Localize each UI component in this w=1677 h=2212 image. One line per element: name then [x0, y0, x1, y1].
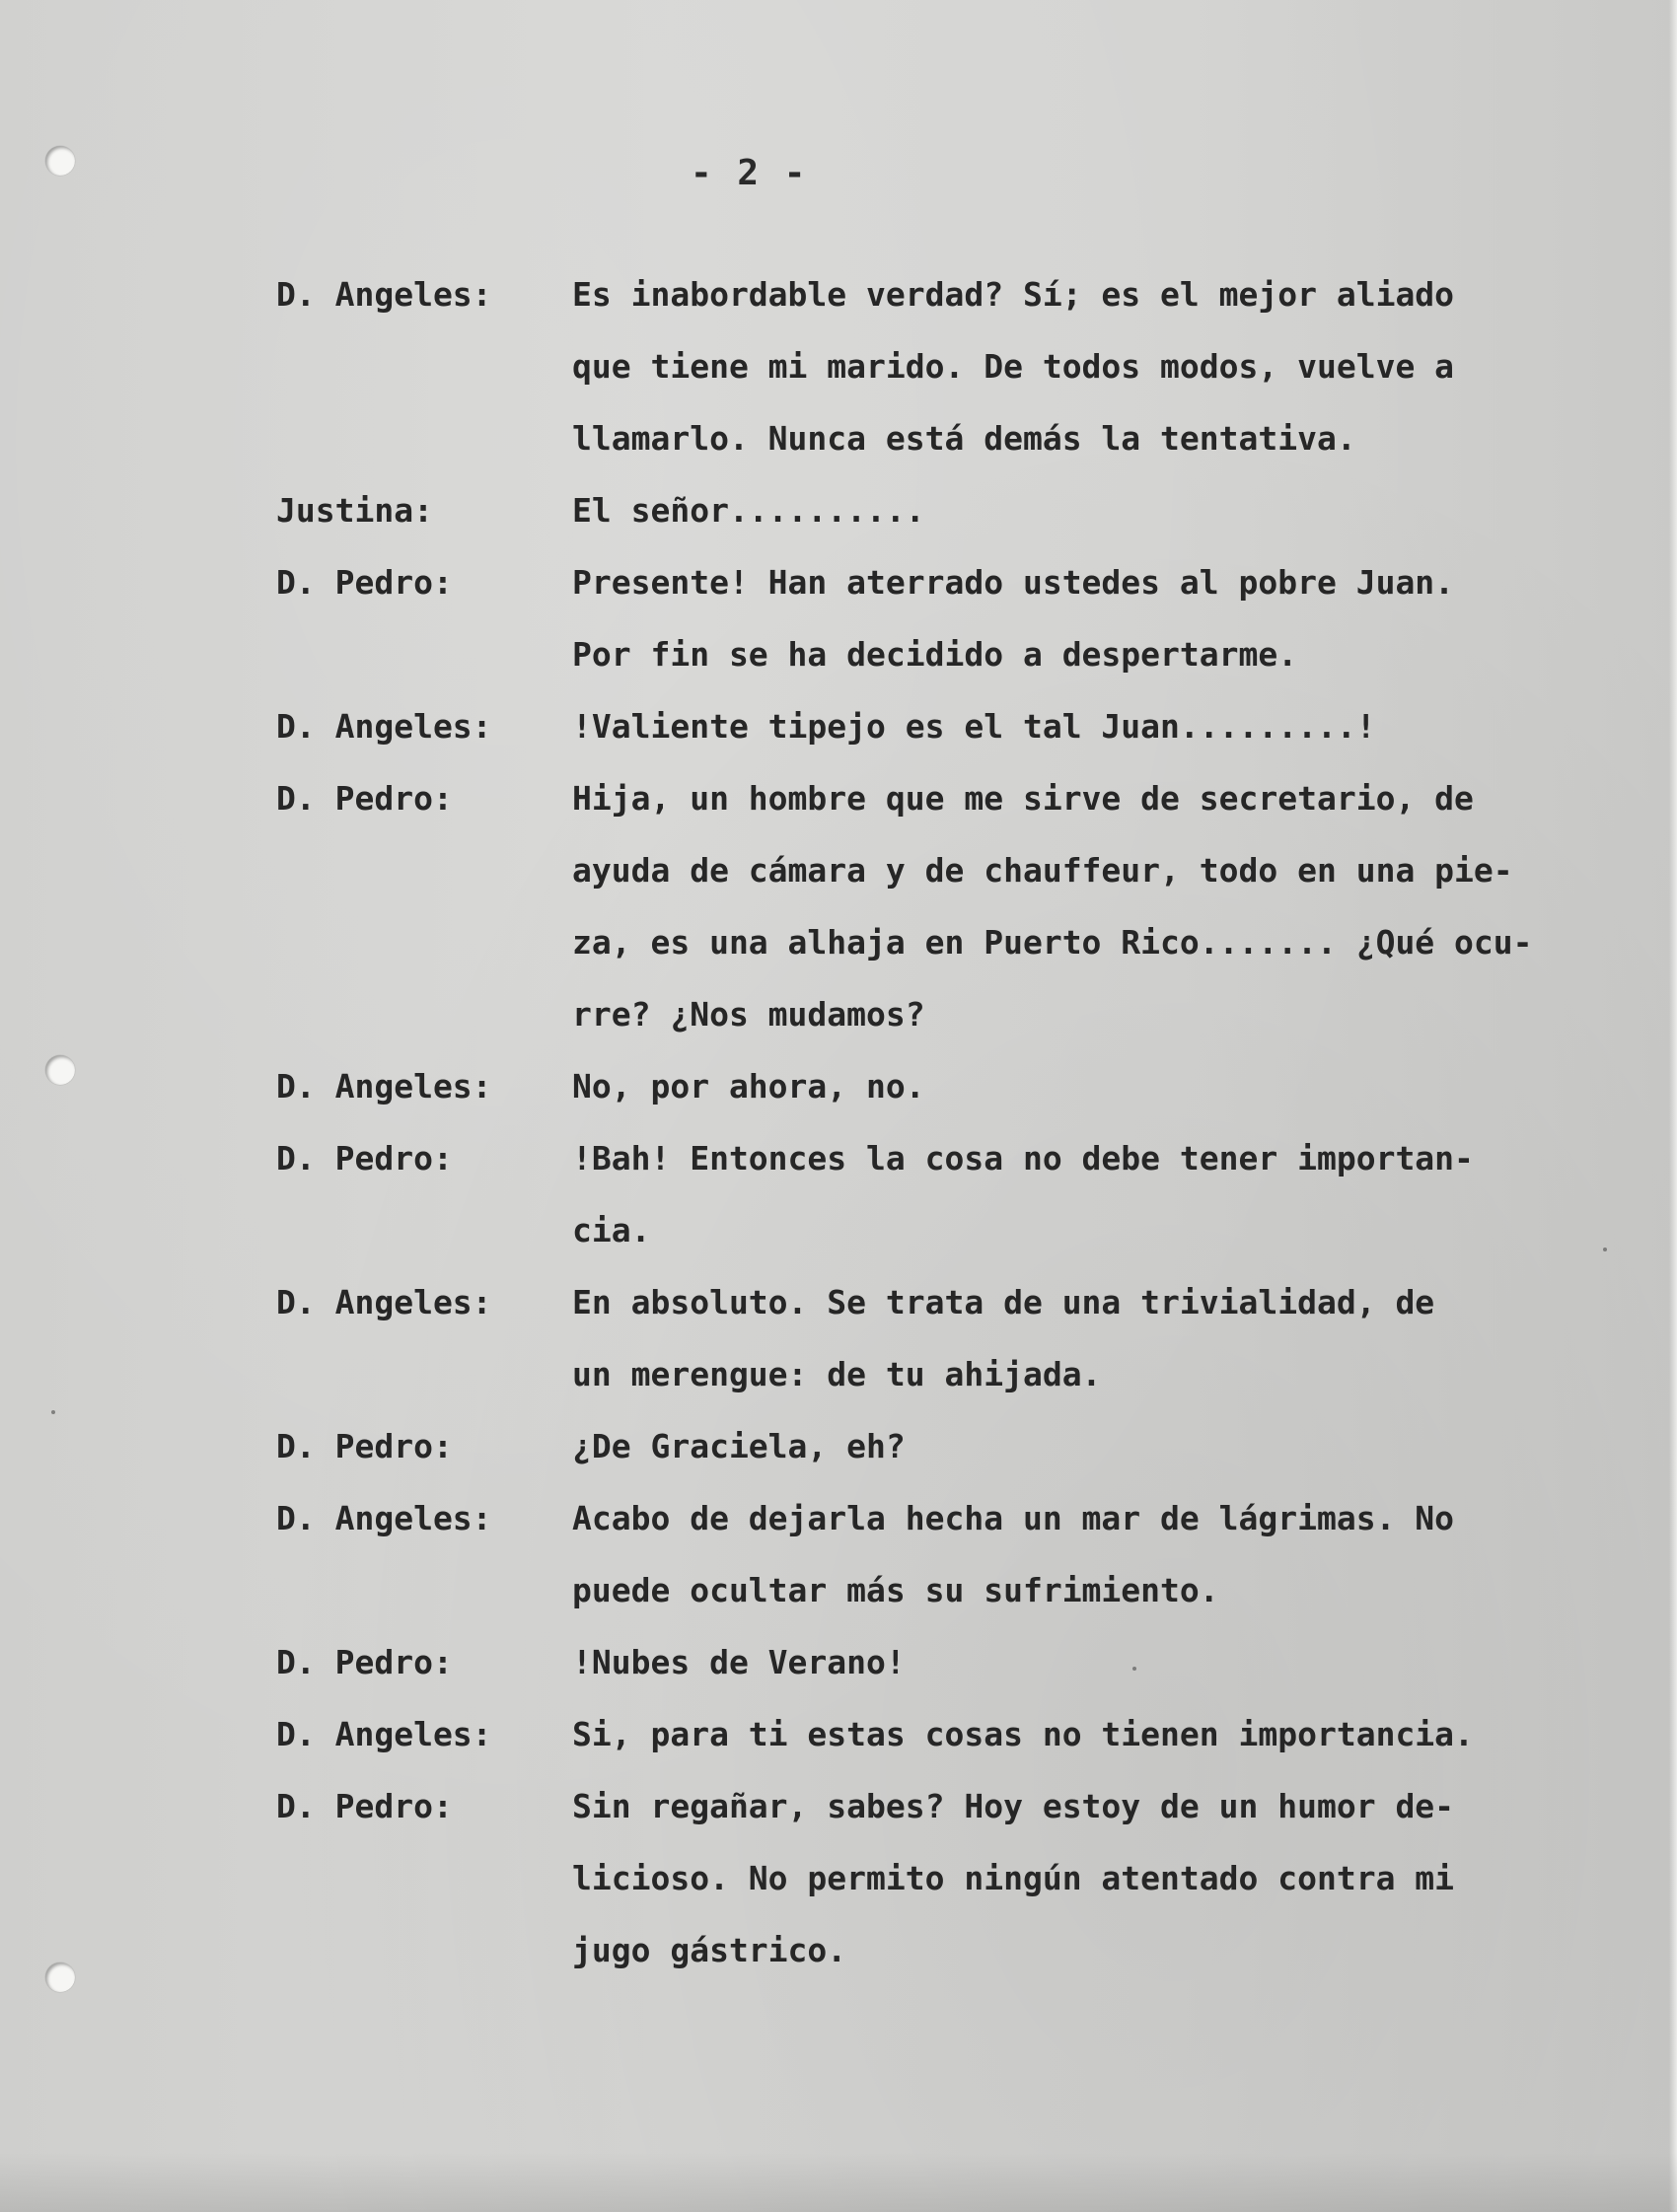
paper-edge-bottom	[0, 2153, 1677, 2212]
dialogue-text	[572, 762, 1559, 1050]
dialogue-line: un merengue: de tu ahijada.	[572, 1355, 1102, 1393]
dialogue-line: ¿De Graciela, eh?	[572, 1427, 906, 1465]
dialogue-line: puede ocultar más su sufrimiento.	[572, 1571, 1219, 1609]
dialogue-line: que tiene mi marido. De todos modos, vuelve a	[572, 347, 1455, 386]
dialogue-entry	[276, 1482, 1578, 1626]
dialogue-line: Es inabordable verdad? Sí; es el mejor aliado	[572, 275, 1455, 314]
speaker-name: D. Pedro:	[276, 1427, 453, 1465]
paper-edge-right	[1669, 0, 1677, 2212]
speaker-name: D. Pedro:	[276, 1643, 453, 1681]
dialogue-entry	[276, 1122, 1578, 1266]
speaker-name: D. Angeles:	[276, 1715, 492, 1753]
dialogue-line: Acabo de dejarla hecha un mar de lágrimas. No	[572, 1499, 1455, 1537]
dialogue-entry	[276, 1770, 1578, 1986]
speaker-name: D. Angeles:	[276, 1283, 492, 1321]
dialogue-text	[572, 474, 1559, 546]
stray-ink-mark	[51, 1410, 55, 1414]
speaker-name: D. Angeles:	[276, 1499, 492, 1537]
dialogue-entry	[276, 258, 1578, 474]
dialogue-entry	[276, 690, 1578, 762]
dialogue-text	[572, 1698, 1559, 1770]
dialogue-text	[572, 258, 1559, 474]
speaker-name: D. Pedro:	[276, 1139, 453, 1177]
dialogue-entry	[276, 546, 1578, 690]
dialogue-entry	[276, 1698, 1578, 1770]
dialogue-entry	[276, 1626, 1578, 1698]
dialogue-text	[572, 1482, 1559, 1626]
speaker-name: D. Angeles:	[276, 1067, 492, 1106]
dialogue-text	[572, 1050, 1559, 1122]
dialogue-text	[572, 546, 1559, 690]
speaker-name: Justina:	[276, 491, 433, 530]
dialogue-line: En absoluto. Se trata de una trivialidad, de	[572, 1283, 1435, 1321]
dialogue-script	[276, 258, 1578, 1986]
dialogue-entry	[276, 1050, 1578, 1122]
dialogue-entry	[276, 1410, 1578, 1482]
page-number: - 2 -	[691, 153, 808, 193]
dialogue-text	[572, 1626, 1559, 1698]
dialogue-line: Sin regañar, sabes? Hoy estoy de un humor de-	[572, 1787, 1455, 1825]
dialogue-line: ayuda de cámara y de chauffeur, todo en una pie-	[572, 851, 1513, 890]
dialogue-line: jugo gástrico.	[572, 1931, 847, 1969]
dialogue-line: licioso. No permito ningún atentado contra mi	[572, 1859, 1455, 1897]
dialogue-line: No, por ahora, no.	[572, 1067, 925, 1106]
dialogue-line: za, es una alhaja en Puerto Rico....... ¿Qué ocu-	[572, 923, 1533, 962]
dialogue-line: Si, para ti estas cosas no tienen importancia.	[572, 1715, 1474, 1753]
speaker-name: D. Angeles:	[276, 275, 492, 314]
dialogue-line: rre? ¿Nos mudamos?	[572, 995, 925, 1034]
dialogue-line: cia.	[572, 1211, 651, 1249]
speaker-name: D. Pedro:	[276, 1787, 453, 1825]
dialogue-text	[572, 1122, 1559, 1266]
speaker-name: D. Angeles:	[276, 707, 492, 746]
stray-ink-mark	[1603, 1248, 1607, 1251]
dialogue-text	[572, 690, 1559, 762]
punch-hole-top	[45, 146, 75, 176]
punch-hole-bottom	[45, 1962, 75, 1992]
speaker-name: D. Pedro:	[276, 779, 453, 818]
dialogue-entry	[276, 762, 1578, 1050]
dialogue-line: Por fin se ha decidido a despertarme.	[572, 635, 1298, 674]
dialogue-line: Presente! Han aterrado ustedes al pobre Juan.	[572, 563, 1455, 602]
dialogue-text	[572, 1410, 1559, 1482]
speaker-name: D. Pedro:	[276, 563, 453, 602]
dialogue-line: !Nubes de Verano!	[572, 1643, 906, 1681]
dialogue-entry	[276, 1266, 1578, 1410]
dialogue-line: !Bah! Entonces la cosa no debe tener importan-	[572, 1139, 1474, 1177]
dialogue-line: El señor..........	[572, 491, 925, 530]
punch-hole-middle	[45, 1055, 75, 1085]
dialogue-line: !Valiente tipejo es el tal Juan.........!	[572, 707, 1376, 746]
dialogue-text	[572, 1266, 1559, 1410]
dialogue-entry	[276, 474, 1578, 546]
dialogue-line: llamarlo. Nunca está demás la tentativa.	[572, 419, 1356, 458]
dialogue-text	[572, 1770, 1559, 1986]
dialogue-line: Hija, un hombre que me sirve de secretario, de	[572, 779, 1474, 818]
